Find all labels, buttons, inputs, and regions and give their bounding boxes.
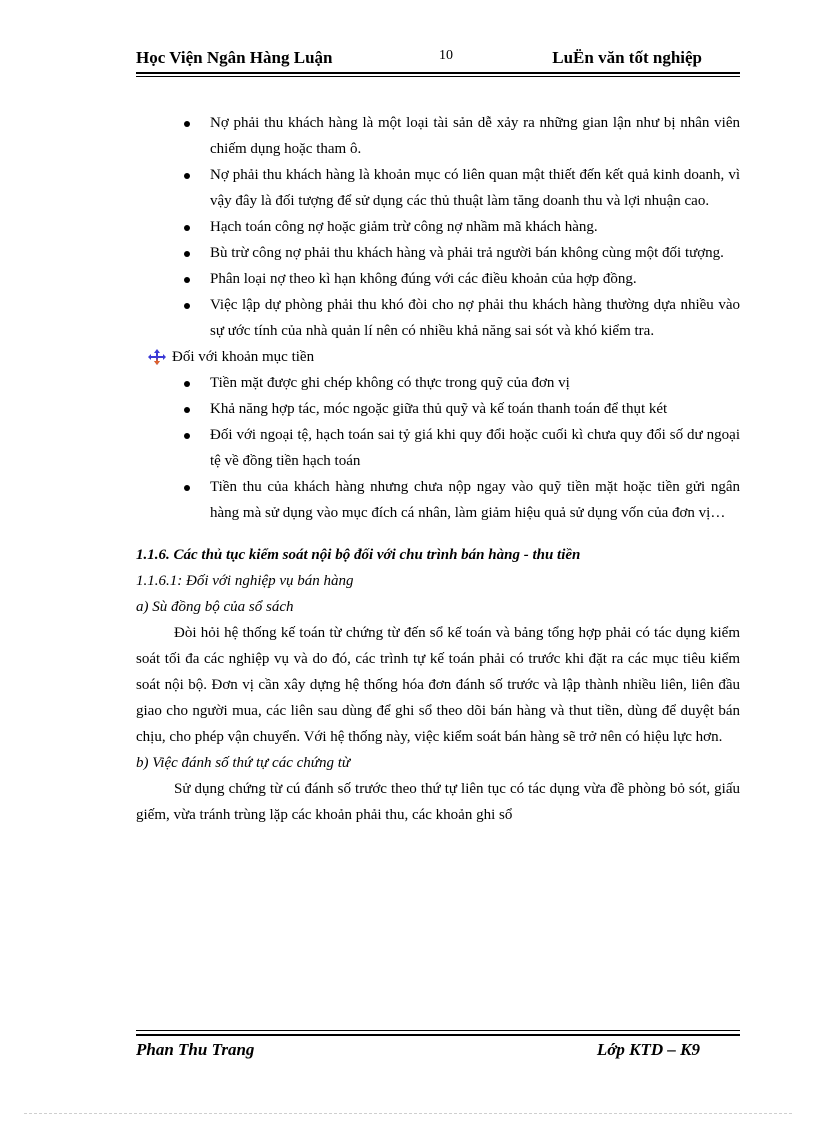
list-item: Tiền thu của khách hàng nhưng chưa nộp ngay vào quỹ tiền mặt hoặc tiền gửi ngân hàng mà sử dụng vào mục đích cá nhân, làm giảm hiệu quả sử dụng vốn của đơn vị… [136,474,740,526]
list-item: Đối với ngoại tệ, hạch toán sai tỷ giá khi quy đổi hoặc cuối kì chưa quy đổi số dư ngoại tệ về đồng tiền hạch toán [136,422,740,474]
page-footer [136,1030,740,1070]
list-item: Nợ phải thu khách hàng là một loại tài sản dễ xảy ra những gian lận như bị nhân viên chiếm dụng hoặc tham ô. [136,110,740,162]
list-item: Việc lập dự phòng phải thu khó đòi cho nợ phải thu khách hàng thường dựa nhiều vào sự ước tính của nhà quản lí nên có nhiều khả năng sai sót và khó kiểm tra. [136,292,740,344]
paragraph-a: Đòi hỏi hệ thống kế toán từ chứng từ đến sổ kế toán và bảng tổng hợp phải có tác dụng kiểm soát tối đa các nghiệp vụ và do đó, các trình tự kế toán phải có trước khi đặt ra các mục tiêu kiểm soát nội bộ. Đơn vị cần xây dựng hệ thống hóa đơn đánh số trước và lập thành nhiều liên, liên đầu giao cho người mua, các liên sau dùng để ghi sổ theo dõi bán hàng và thut tiền, dùng để duyệt bán chịu, cho phép vận chuyển. Với hệ thống này, việc kiểm soát bán hàng sẽ trở nên có hiệu lực hơn. [136,625,740,745]
bullet-icon [184,485,190,491]
bullet-icon [184,277,190,283]
cash-item-heading [136,344,740,370]
footer-author: Phan Thu Trang [136,1040,255,1059]
list-item: Hạch toán công nợ hoặc giảm trừ công nợ nhầm mã khách hàng. [136,214,740,240]
page-break-line [24,1113,792,1114]
bullet-icon [184,433,190,439]
bullet-icon [184,381,190,387]
footer-rule-thin [136,1030,740,1031]
list-item: Bù trừ công nợ phải thu khách hàng và phải trả người bán không cùng một đối tượng. [136,240,740,266]
section-title: 1.1.6. Các thủ tục kiểm soát nội bộ đối với chu trình bán hàng - thu tiền [136,547,581,563]
four-way-arrow-icon [148,349,166,365]
page-number: 10 [439,48,453,63]
body-content [136,110,740,828]
bullet-icon [184,225,190,231]
footer-rule-thick [136,1034,740,1036]
list-item: Phân loại nợ theo kì hạn không đúng với các điều khoản của hợp đồng. [136,266,740,292]
page-header [136,48,740,72]
subsection-title: 1.1.6.1: Đối với nghiệp vụ bán hàng [136,573,354,589]
cash-heading-text: Đối với khoản mục tiền [172,349,315,365]
bullet-icon [184,407,190,413]
bullet-icon [184,121,190,127]
list-item: Nợ phải thu khách hàng là khoản mục có liên quan mật thiết đến kết quả kinh doanh, vì vậy đây là đối tượng để sử dụng các thủ thuật làm tăng doanh thu và lợi nhuận cao. [136,162,740,214]
subheading-b: b) Việc đánh số thứ tự các chứng từ [136,755,351,771]
header-left-title: Học Viện Ngân Hàng Luận [136,48,333,67]
footer-class: Lớp KTD – K9 [596,1040,700,1059]
list-item: Khả năng hợp tác, móc ngoặc giữa thủ quỹ và kế toán thanh toán để thụt két [136,396,740,422]
subheading-a: a) Sù đồng bộ của sổ sách [136,599,294,615]
bullet-list-receivables [136,110,740,344]
bullet-icon [184,251,190,257]
header-rule-thin [136,76,740,77]
bullet-icon [184,303,190,309]
header-rule-thick [136,72,740,74]
bullet-icon [184,173,190,179]
paragraph-b: Sử dụng chứng từ cú đánh số trước theo thứ tự liên tục có tác dụng vừa đề phòng bỏ sót, giấu giếm, vừa tránh trùng lặp các khoản phải thu, các khoản ghi sổ [136,781,740,823]
bullet-list-cash [136,370,740,526]
header-right-title: LuËn văn tốt nghiệp [552,48,702,67]
list-item: Tiền mặt được ghi chép không có thực trong quỹ của đơn vị [136,370,740,396]
